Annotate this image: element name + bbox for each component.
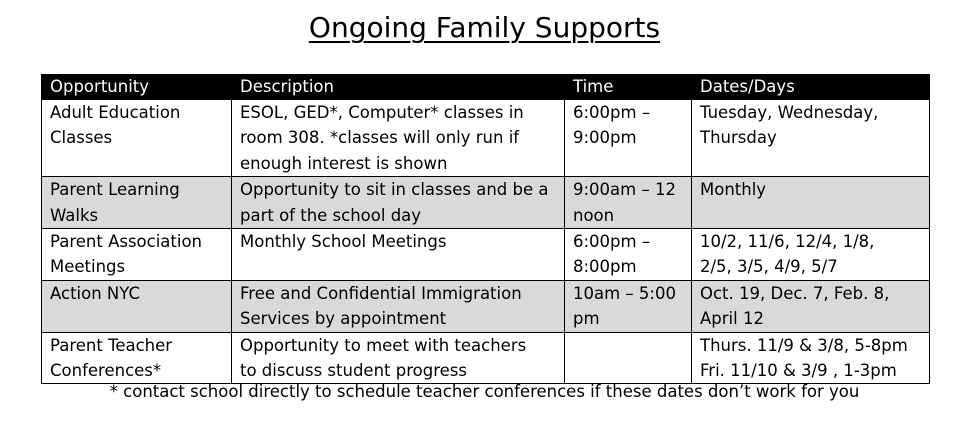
header-row	[42, 75, 930, 100]
page-title-text: Ongoing Family Supports	[308, 11, 661, 44]
cell-time: 9:00am – 12 noon	[565, 177, 692, 229]
cell-dates: Tuesday, Wednesday, Thursday	[692, 100, 930, 177]
table-body	[42, 100, 930, 384]
cell-opportunity: Parent Teacher Conferences*	[42, 332, 232, 384]
cell-description: Free and Confidential Immigration Services by appointment	[232, 280, 565, 332]
cell-opportunity: Parent Association Meetings	[42, 229, 232, 281]
cell-dates: 10/2, 11/6, 12/4, 1/8, 2/5, 3/5, 4/9, 5/7	[692, 229, 930, 281]
cell-dates: Oct. 19, Dec. 7, Feb. 8, April 12	[692, 280, 930, 332]
header-dates: Dates/Days	[692, 75, 930, 100]
header-time: Time	[565, 75, 692, 100]
cell-opportunity: Parent Learning Walks	[42, 177, 232, 229]
footnote: * contact school directly to schedule teacher conferences if these dates don’t work for you	[109, 382, 860, 401]
table-row	[42, 332, 930, 384]
table-row	[42, 100, 930, 177]
cell-description: Opportunity to meet with teachers to discuss student progress	[232, 332, 565, 384]
family-supports-table	[41, 74, 930, 384]
cell-opportunity: Action NYC	[42, 280, 232, 332]
cell-description: Opportunity to sit in classes and be a part of the school day	[232, 177, 565, 229]
table-row	[42, 177, 930, 229]
cell-dates: Thurs. 11/9 & 3/8, 5-8pm Fri. 11/10 & 3/9 , 1-3pm	[692, 332, 930, 384]
cell-time: 6:00pm – 8:00pm	[565, 229, 692, 281]
cell-time: 6:00pm – 9:00pm	[565, 100, 692, 177]
table-header	[42, 75, 930, 100]
cell-description: ESOL, GED*, Computer* classes in room 308. *classes will only run if enough interest is shown	[232, 100, 565, 177]
cell-dates: Monthly	[692, 177, 930, 229]
cell-description: Monthly School Meetings	[232, 229, 565, 281]
table-row	[42, 280, 930, 332]
table-row	[42, 229, 930, 281]
page-title	[0, 8, 969, 48]
header-description: Description	[232, 75, 565, 100]
cell-opportunity: Adult Education Classes	[42, 100, 232, 177]
header-opportunity: Opportunity	[42, 75, 232, 100]
cell-time	[565, 332, 692, 384]
cell-time: 10am – 5:00 pm	[565, 280, 692, 332]
